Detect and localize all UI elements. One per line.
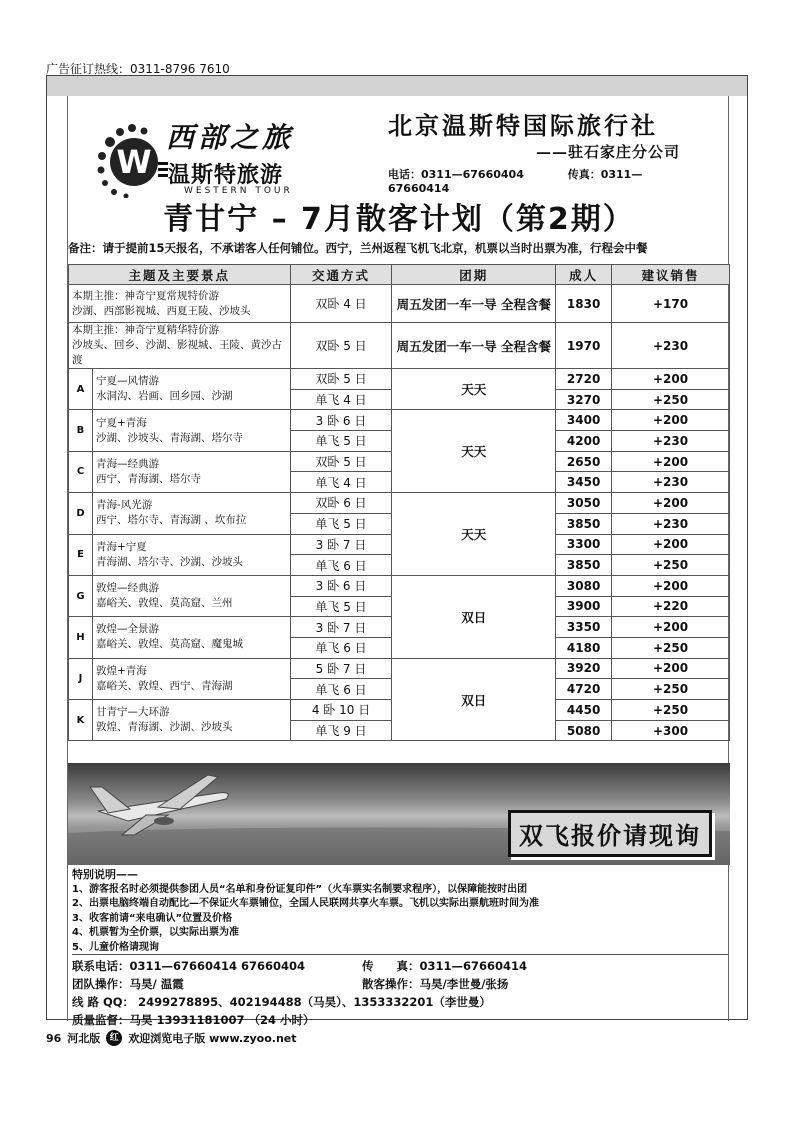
transport-cell: 双卧 4 日: [290, 285, 392, 323]
banner-cta: 双飞报价请现询: [508, 810, 712, 857]
route-key: H: [69, 617, 93, 658]
transport-cell: 双卧 6 日: [290, 493, 392, 514]
table-row: [69, 575, 730, 596]
adult-price-cell: 3050: [556, 493, 612, 514]
contact-qq: 线 路 QQ： 2499278895、402194488（马昊）、1353332201（李世曼）: [72, 995, 491, 1009]
route-key: B: [69, 410, 93, 451]
route-sights: 嘉峪关、敦煌、莫高窟、魔鬼城: [95, 638, 243, 651]
route-name: 宁夏—风情游: [95, 375, 159, 388]
route-theme: [92, 493, 290, 534]
adult-price-cell: 1830: [556, 285, 612, 323]
route-key: A: [69, 369, 93, 410]
adult-price-cell: 3080: [556, 575, 612, 596]
sale-price-cell: +230: [612, 323, 730, 369]
sale-price-cell: +200: [612, 369, 730, 390]
sale-price-cell: +230: [612, 513, 730, 534]
header-contacts: [388, 166, 728, 195]
transport-cell: 单飞 4 日: [290, 472, 392, 493]
publisher-mark-icon: 红: [106, 1030, 122, 1046]
transport-cell: 单飞 6 日: [290, 637, 392, 658]
route-theme: [92, 410, 290, 451]
adult-price-cell: 3400: [556, 410, 612, 431]
page-frame: [46, 75, 748, 1027]
special-item: 4、机票暂为全价票，以实际出票为准: [72, 927, 239, 938]
route-name: 青海+宁夏: [95, 540, 147, 553]
route-theme: [92, 451, 290, 492]
dates-cell: 天天: [392, 410, 556, 493]
transport-cell: 单飞 6 日: [290, 679, 392, 700]
table-header-row: [69, 265, 730, 285]
header-adult: 成人: [556, 265, 612, 285]
contact-fax: 传 真：0311—67660414: [362, 959, 528, 973]
branch-name: ——驻石家庄分公司: [536, 143, 681, 161]
route-name: 青海—经典游: [95, 457, 159, 470]
adult-price-cell: 4720: [556, 679, 612, 700]
transport-cell: 单飞 4 日: [290, 389, 392, 410]
adult-price-cell: 1970: [556, 323, 612, 369]
transport-cell: 双卧 5 日: [290, 369, 392, 390]
dates-cell: 双日: [392, 575, 556, 658]
sale-price-cell: +200: [612, 493, 730, 514]
adult-price-cell: 5080: [556, 720, 612, 741]
adult-price-cell: 2650: [556, 451, 612, 472]
sale-price-cell: +250: [612, 389, 730, 410]
transport-cell: 单飞 5 日: [290, 596, 392, 617]
table-row: [69, 493, 730, 514]
adult-price-cell: 3850: [556, 555, 612, 576]
sale-price-cell: +250: [612, 555, 730, 576]
route-key: G: [69, 575, 93, 616]
route-theme: [92, 700, 290, 741]
route-theme: [92, 369, 290, 410]
sale-price-cell: +200: [612, 451, 730, 472]
group-ops: 团队操作：马昊/ 温霞: [72, 977, 184, 991]
route-sights: 水洞沟、岩画、回乡园、沙湖: [95, 390, 233, 403]
route-key: D: [69, 493, 93, 534]
sale-price-cell: +250: [612, 637, 730, 658]
featured-theme-sights: 沙湖、西部影视城、西夏王陵、沙坡头: [72, 304, 251, 317]
page-number: 96: [46, 1031, 62, 1045]
adult-price-cell: 4450: [556, 700, 612, 721]
adult-price-cell: 3270: [556, 389, 612, 410]
transport-cell: 3 卧 7 日: [290, 617, 392, 638]
footer-text: 欢迎浏览电子版 www.zyoo.net: [128, 1032, 297, 1045]
dates-cell: 周五发团一车一导 全程含餐: [392, 323, 556, 369]
sale-price-cell: +170: [612, 285, 730, 323]
route-sights: 沙湖、沙坡头、青海湖、塔尔寺: [95, 431, 243, 444]
featured-theme-title: 本期主推：神奇宁夏常规特价游: [72, 289, 219, 302]
adult-price-cell: 4200: [556, 431, 612, 452]
table-row: [69, 658, 730, 679]
contact-row: [72, 957, 728, 975]
edition: 河北版: [67, 1032, 101, 1045]
adult-price-cell: 2720: [556, 369, 612, 390]
sale-price-cell: +300: [612, 720, 730, 741]
logo-lines: [158, 162, 168, 180]
route-sights: 敦煌、青海湖、沙湖、沙坡头: [95, 721, 233, 734]
dates-cell: 双日: [392, 658, 556, 741]
route-theme: [92, 658, 290, 699]
header-phone: 电话：0311—67660404: [388, 168, 524, 181]
sale-price-cell: +200: [612, 534, 730, 555]
contact-block: [72, 954, 728, 1029]
header-theme: 主题及主要景点: [69, 265, 291, 285]
route-sights: 青海湖、塔尔寺、沙湖、沙坡头: [95, 555, 243, 568]
route-sights: 嘉峪关、敦煌、西宁、青海湖: [95, 679, 233, 692]
tour-plan-table: [68, 264, 730, 741]
transport-cell: 4 卧 10 日: [290, 700, 392, 721]
special-heading: 特别说明——: [72, 868, 138, 881]
logo-script: 西部之旅: [166, 121, 295, 154]
transport-cell: 3 卧 6 日: [290, 575, 392, 596]
sale-price-cell: +200: [612, 410, 730, 431]
route-name: 敦煌—全景游: [95, 623, 159, 636]
route-theme: [92, 575, 290, 616]
table-row: [69, 369, 730, 390]
route-sights: 西宁、塔尔寺、青海湖 、坎布拉: [95, 514, 247, 527]
sale-price-cell: +230: [612, 431, 730, 452]
route-name: 甘青宁—大环游: [95, 706, 170, 719]
route-name: 青海-风光游: [95, 499, 153, 512]
company-logo: [96, 108, 336, 208]
special-item: 2、出票电脑终端自动配比—不保证火车票铺位，全国人民联网共享火车票。飞机以实际出票航班时间为准: [72, 898, 539, 909]
route-rows: [69, 369, 730, 741]
contact-row: [72, 975, 728, 993]
table-row: [69, 410, 730, 431]
logo-brand-en: WESTERN TOUR: [184, 186, 293, 196]
special-notes: [72, 868, 728, 955]
top-gray-bar: [47, 76, 747, 96]
adult-price-cell: 3850: [556, 513, 612, 534]
dates-cell: 天天: [392, 369, 556, 410]
special-item: 1、游客报名时必须提供参团人员“名单和身份证复印件”（火车票实名制要求程序），以保障能按时出团: [72, 883, 528, 895]
route-key: K: [69, 700, 93, 741]
transport-cell: 5 卧 7 日: [290, 658, 392, 679]
adult-price-cell: 3920: [556, 658, 612, 679]
ad-hotline: 广告征订热线：0311-8796 7610: [46, 62, 230, 76]
route-name: 敦煌+青海: [95, 664, 147, 677]
featured-theme: [69, 323, 291, 369]
route-sights: 西宁、青海湖、塔尔寺: [95, 472, 201, 485]
adult-price-cell: 4180: [556, 637, 612, 658]
transport-cell: 3 卧 6 日: [290, 410, 392, 431]
transport-cell: 双卧 5 日: [290, 451, 392, 472]
company-name: 北京温斯特国际旅行社: [388, 111, 658, 140]
content-area: [67, 96, 729, 1027]
adult-price-cell: 3350: [556, 617, 612, 638]
route-name: 敦煌—经典游: [95, 582, 159, 595]
page-footer: [46, 1030, 297, 1046]
transport-cell: 单飞 9 日: [290, 720, 392, 741]
transport-cell: 单飞 5 日: [290, 431, 392, 452]
adult-price-cell: 3450: [556, 472, 612, 493]
featured-theme: [69, 285, 291, 323]
featured-theme-title: 本期主推：神奇宁夏精华特价游: [72, 324, 219, 336]
individual-ops: 散客操作：马昊/李世曼/张扬: [362, 977, 509, 991]
featured-theme-sights: 沙坡头、回乡、沙湖、影视城、王陵、黄沙古渡: [72, 339, 282, 366]
route-key: C: [69, 451, 93, 492]
sale-price-cell: +200: [612, 658, 730, 679]
header-dates: 团期: [392, 265, 556, 285]
table-row: [69, 323, 730, 369]
transport-cell: 单飞 5 日: [290, 513, 392, 534]
sale-price-cell: +230: [612, 472, 730, 493]
airplane-banner: [68, 763, 730, 865]
adult-price-cell: 3300: [556, 534, 612, 555]
route-sights: 嘉峪关、敦煌、莫高窟、兰州: [95, 597, 233, 610]
quality-supervision: 质量监督：马昊 13931181007 （24 小时）: [72, 1013, 315, 1027]
header-sale: 建议销售: [612, 265, 730, 285]
contact-phone: 联系电话：0311—67660414 67660404: [72, 959, 306, 973]
booking-note: 备注：请于提前15天报名，不承诺客人任何铺位。西宁，兰州返程飞机飞北京，机票以当时出票为准，行程会中餐: [68, 241, 648, 255]
route-key: J: [69, 658, 93, 699]
route-name: 宁夏+青海: [95, 416, 147, 429]
logo-brand: 温斯特旅游: [168, 163, 284, 188]
sale-price-cell: +200: [612, 575, 730, 596]
sale-price-cell: +220: [612, 596, 730, 617]
route-theme: [92, 534, 290, 575]
sale-price-cell: +200: [612, 617, 730, 638]
transport-cell: 双卧 5 日: [290, 323, 392, 369]
transport-cell: 单飞 6 日: [290, 555, 392, 576]
special-item: 3、收客前请“来电确认”位置及价格: [72, 912, 233, 924]
sale-price-cell: +250: [612, 700, 730, 721]
route-key: E: [69, 534, 93, 575]
logo-letter: W: [110, 138, 158, 186]
route-theme: [92, 617, 290, 658]
header-fax: 传真：0311—67660414: [388, 168, 643, 195]
special-item: 5、儿童价格请现询: [72, 941, 159, 953]
page-title: 青甘宁 – 7月散客计划（第2期）: [163, 202, 635, 237]
transport-cell: 3 卧 7 日: [290, 534, 392, 555]
adult-price-cell: 3900: [556, 596, 612, 617]
header-transport: 交通方式: [290, 265, 392, 285]
dates-cell: 天天: [392, 493, 556, 576]
table-row: [69, 285, 730, 323]
dates-cell: 周五发团一车一导 全程含餐: [392, 285, 556, 323]
sale-price-cell: +250: [612, 679, 730, 700]
